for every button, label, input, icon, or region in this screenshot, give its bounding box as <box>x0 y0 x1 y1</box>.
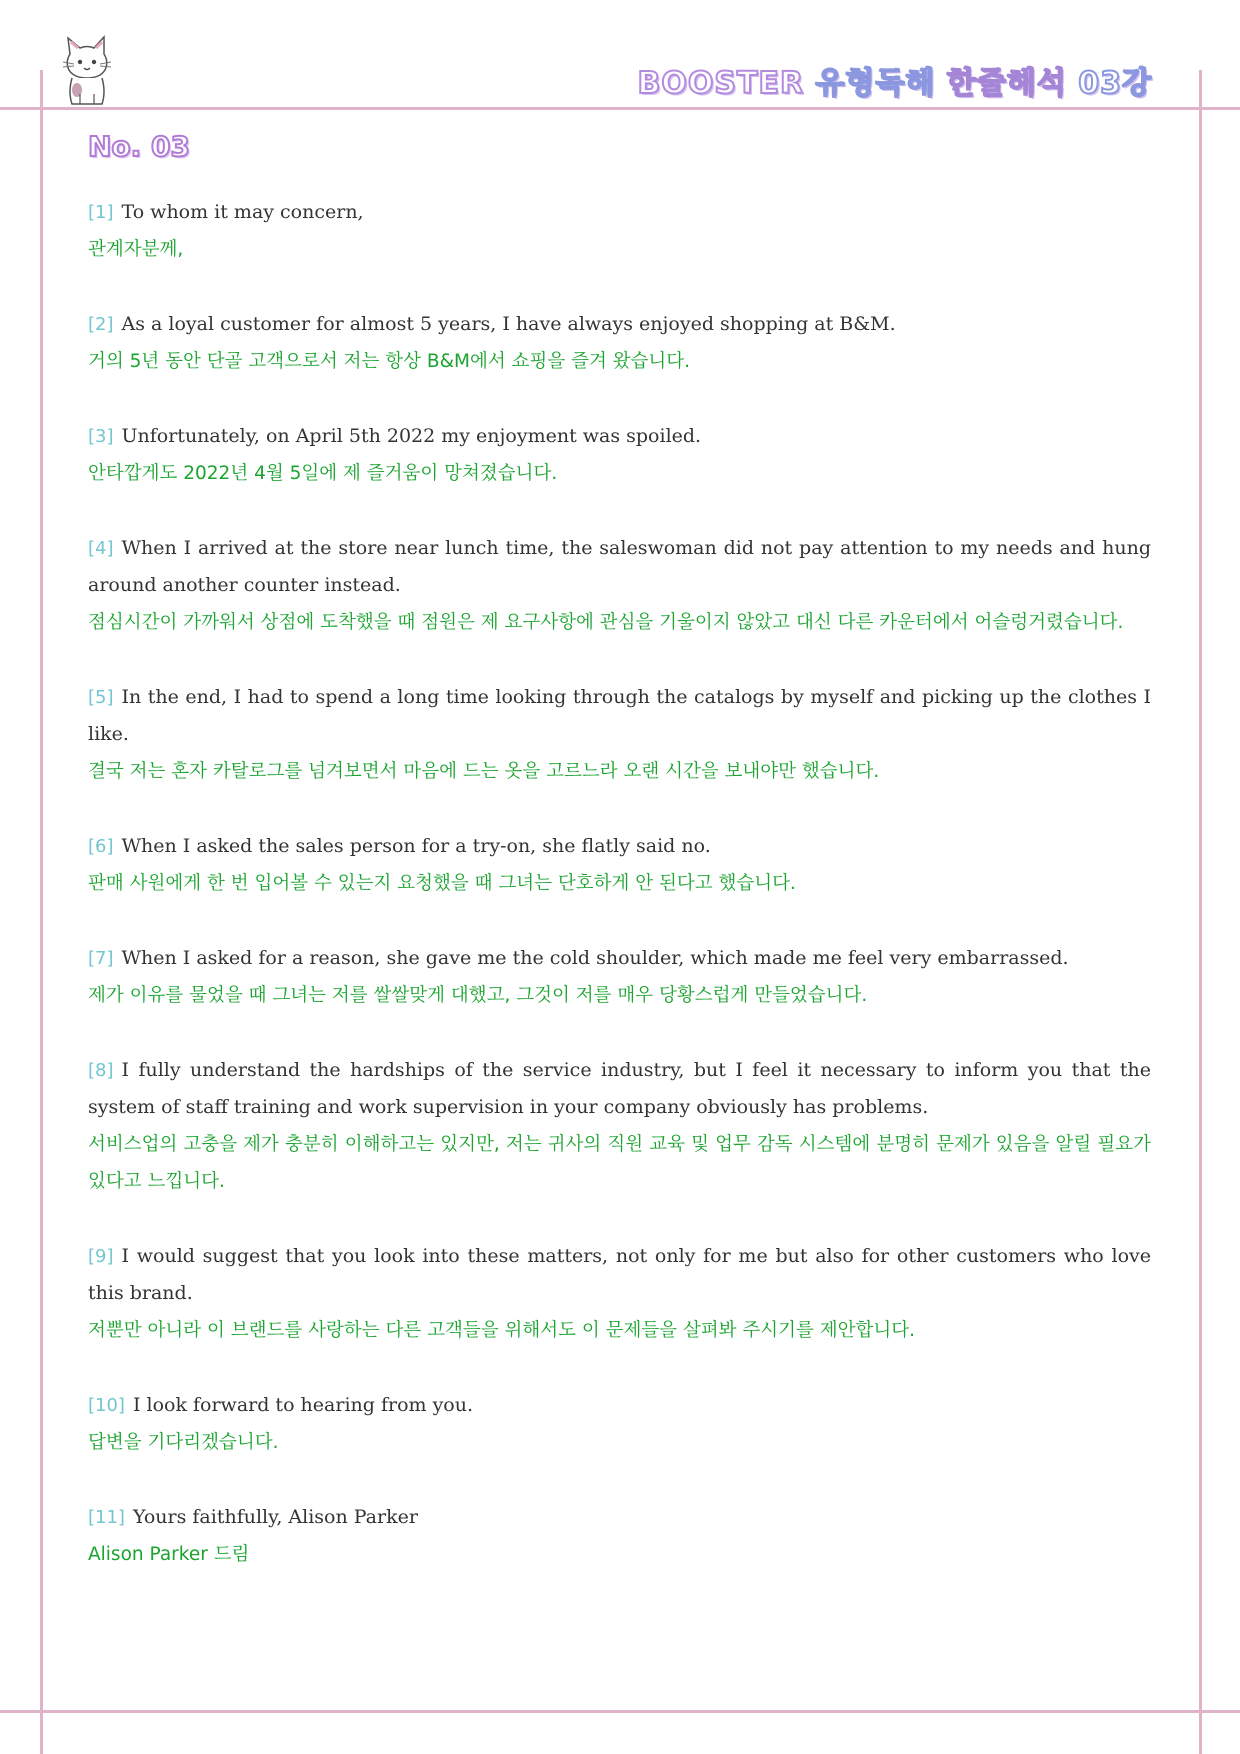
sentence-number: [4] <box>88 538 114 559</box>
sentence-number: [6] <box>88 836 114 857</box>
english-text: I would suggest that you look into these matters, not only for me but also for other customers who love this brand. <box>88 1245 1151 1304</box>
english-sentence <box>88 418 1151 455</box>
sentence-block <box>88 418 1151 492</box>
english-sentence <box>88 940 1151 977</box>
sentence-block <box>88 1238 1151 1349</box>
sentence-number: [8] <box>88 1060 114 1081</box>
sentence-block <box>88 306 1151 380</box>
sentence-number: [9] <box>88 1246 114 1267</box>
cat-logo-icon <box>58 32 116 106</box>
sentence-number: [5] <box>88 687 114 708</box>
sentence-list <box>88 194 1151 1611</box>
header-title <box>638 58 1152 102</box>
sentence-block <box>88 679 1151 790</box>
english-sentence <box>88 679 1151 753</box>
english-sentence <box>88 194 1151 231</box>
sentence-block <box>88 530 1151 641</box>
korean-translation: Alison Parker 드림 <box>88 1544 250 1565</box>
korean-translation: 제가 이유를 물었을 때 그녀는 저를 쌀쌀맞게 대했고, 그것이 저를 매우 당황스럽게 만들었습니다. <box>88 985 868 1006</box>
korean-translation: 점심시간이 가까워서 상점에 도착했을 때 점원은 제 요구사항에 관심을 기울이지 않았고 대신 다른 카운터에서 어슬렁거렸습니다. <box>88 612 1124 633</box>
english-text: As a loyal customer for almost 5 years, I have always enjoyed shopping at B&M. <box>121 313 896 335</box>
right-margin-line <box>1199 70 1202 1754</box>
sentence-block <box>88 1387 1151 1461</box>
english-sentence <box>88 1238 1151 1312</box>
english-sentence <box>88 1499 1151 1536</box>
english-text: To whom it may concern, <box>121 201 364 223</box>
sentence-block <box>88 194 1151 268</box>
english-text: I look forward to hearing from you. <box>132 1394 474 1416</box>
sentence-block <box>88 1052 1151 1200</box>
korean-translation: 관계자분께, <box>88 239 184 260</box>
english-sentence <box>88 1052 1151 1126</box>
korean-translation: 거의 5년 동안 단골 고객으로서 저는 항상 B&M에서 쇼핑을 즐겨 왔습니다. <box>88 351 691 372</box>
sentence-number: [10] <box>88 1395 125 1416</box>
sentence-number: [7] <box>88 948 114 969</box>
english-sentence <box>88 1387 1151 1424</box>
korean-translation: 답변을 기다리겠습니다. <box>88 1432 279 1453</box>
korean-translation: 안타깝게도 2022년 4월 5일에 제 즐거움이 망쳐졌습니다. <box>88 463 558 484</box>
korean-translation: 판매 사원에게 한 번 입어볼 수 있는지 요청했을 때 그녀는 단호하게 안 된다고 했습니다. <box>88 873 796 894</box>
english-sentence <box>88 828 1151 865</box>
header-title-mode: 한줄해석 <box>946 66 1067 101</box>
left-margin-line <box>40 70 43 1754</box>
footer-divider <box>0 1710 1240 1713</box>
korean-translation: 결국 저는 혼자 카탈로그를 넘겨보면서 마음에 드는 옷을 고르느라 오랜 시간을 보내야만 했습니다. <box>88 761 880 782</box>
english-sentence <box>88 530 1151 604</box>
sentence-number: [11] <box>88 1507 125 1528</box>
english-text: When I arrived at the store near lunch time, the saleswoman did not pay attention to my needs and hung around another counter instead. <box>88 537 1151 596</box>
english-text: In the end, I had to spend a long time looking through the catalogs by myself and picking up the clothes I like. <box>88 686 1151 745</box>
document-number: No. 03 <box>88 130 191 163</box>
sentence-number: [1] <box>88 202 114 223</box>
header-title-lesson: 03강 <box>1078 66 1152 101</box>
english-sentence <box>88 306 1151 343</box>
korean-translation: 저뿐만 아니라 이 브랜드를 사랑하는 다른 고객들을 위해서도 이 문제들을 살펴봐 주시기를 제안합니다. <box>88 1320 916 1341</box>
english-text: I fully understand the hardships of the service industry, but I feel it necessary to inform you that the system of staff training and work supervision in your company obviously has problems. <box>88 1059 1151 1118</box>
english-text: Yours faithfully, Alison Parker <box>132 1506 418 1528</box>
sentence-number: [3] <box>88 426 114 447</box>
korean-translation: 서비스업의 고충을 제가 충분히 이해하고는 있지만, 저는 귀사의 직원 교육 및 업무 감독 시스템에 분명히 문제가 있음을 알릴 필요가 있다고 느낍니다. <box>88 1134 1151 1192</box>
header-divider <box>0 107 1240 110</box>
english-text: Unfortunately, on April 5th 2022 my enjoyment was spoiled. <box>121 425 702 447</box>
sentence-number: [2] <box>88 314 114 335</box>
header-title-brand: BOOSTER <box>637 66 805 101</box>
sentence-block <box>88 1499 1151 1573</box>
sentence-block <box>88 828 1151 902</box>
sentence-block <box>88 940 1151 1014</box>
english-text: When I asked for a reason, she gave me the cold shoulder, which made me feel very embarrassed. <box>121 947 1069 969</box>
header-title-type: 유형독해 <box>815 66 936 101</box>
english-text: When I asked the sales person for a try-on, she flatly said no. <box>121 835 711 857</box>
